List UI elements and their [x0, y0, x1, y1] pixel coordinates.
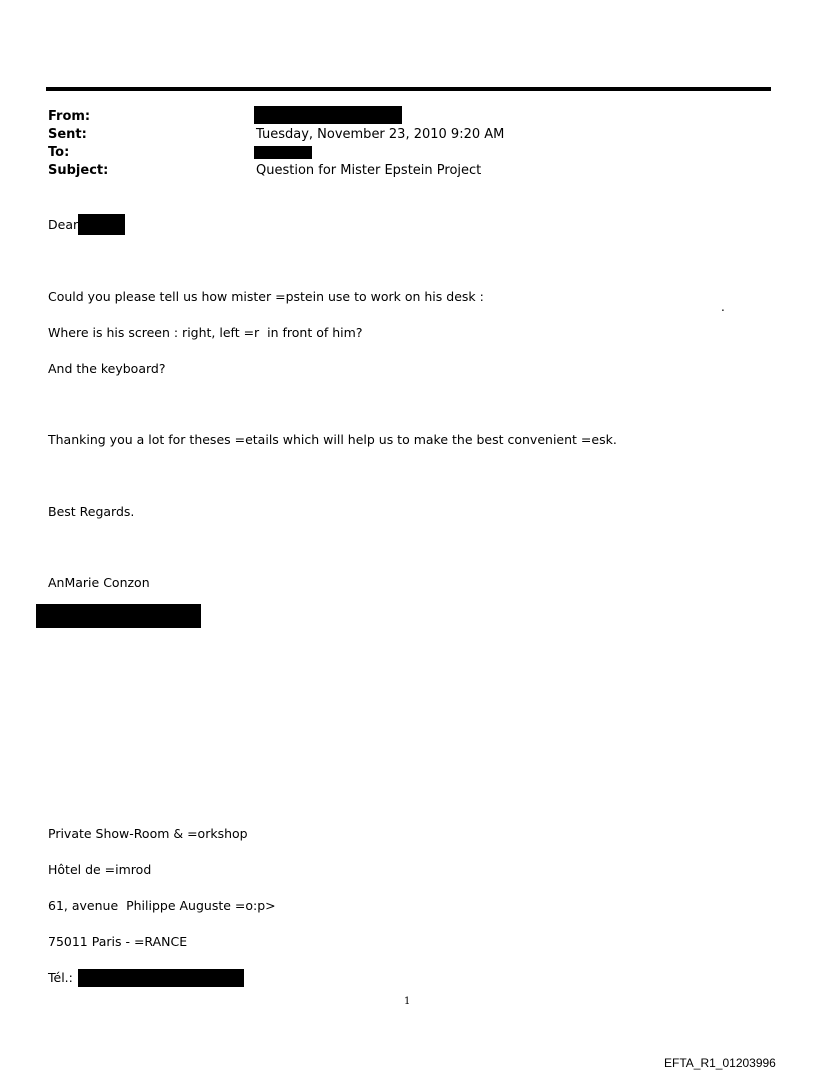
to-redaction	[254, 146, 312, 159]
tel-label: Tél.:	[48, 970, 73, 985]
from-label: From:	[48, 109, 91, 124]
body-line-3: And the keyboard?	[48, 361, 166, 376]
body-line-2: Where is his screen : right, left =r in front of him?	[48, 325, 363, 340]
greeting: Dear	[48, 217, 79, 232]
recipient-name-redaction	[78, 214, 125, 235]
signature-redaction	[36, 604, 201, 628]
subject-label: Subject:	[48, 163, 109, 178]
address-line-1: Private Show-Room & =orkshop	[48, 826, 248, 841]
bates-number: EFTA_R1_01203996	[664, 1056, 776, 1070]
sent-label: Sent:	[48, 127, 87, 142]
tel-redaction	[78, 969, 244, 987]
closing: Best Regards.	[48, 504, 135, 519]
body-line-4: Thanking you a lot for theses =etails which will help us to make the best convenient =esk.	[48, 432, 617, 447]
from-redaction	[254, 106, 402, 124]
address-line-2: Hôtel de =imrod	[48, 862, 152, 877]
to-label: To:	[48, 145, 70, 160]
body-line-1: Could you please tell us how mister =pstein use to work on his desk :	[48, 289, 484, 304]
sent-value: Tuesday, November 23, 2010 9:20 AM	[256, 127, 505, 142]
subject-value: Question for Mister Epstein Project	[256, 163, 482, 178]
address-line-4: 75011 Paris - =RANCE	[48, 934, 188, 949]
header-rule	[46, 87, 771, 91]
address-line-3: 61, avenue Philippe Auguste =o:p>	[48, 898, 276, 913]
stray-dot: .	[721, 300, 725, 314]
page-number: 1	[404, 996, 411, 1007]
signature-name: AnMarie Conzon	[48, 575, 150, 590]
